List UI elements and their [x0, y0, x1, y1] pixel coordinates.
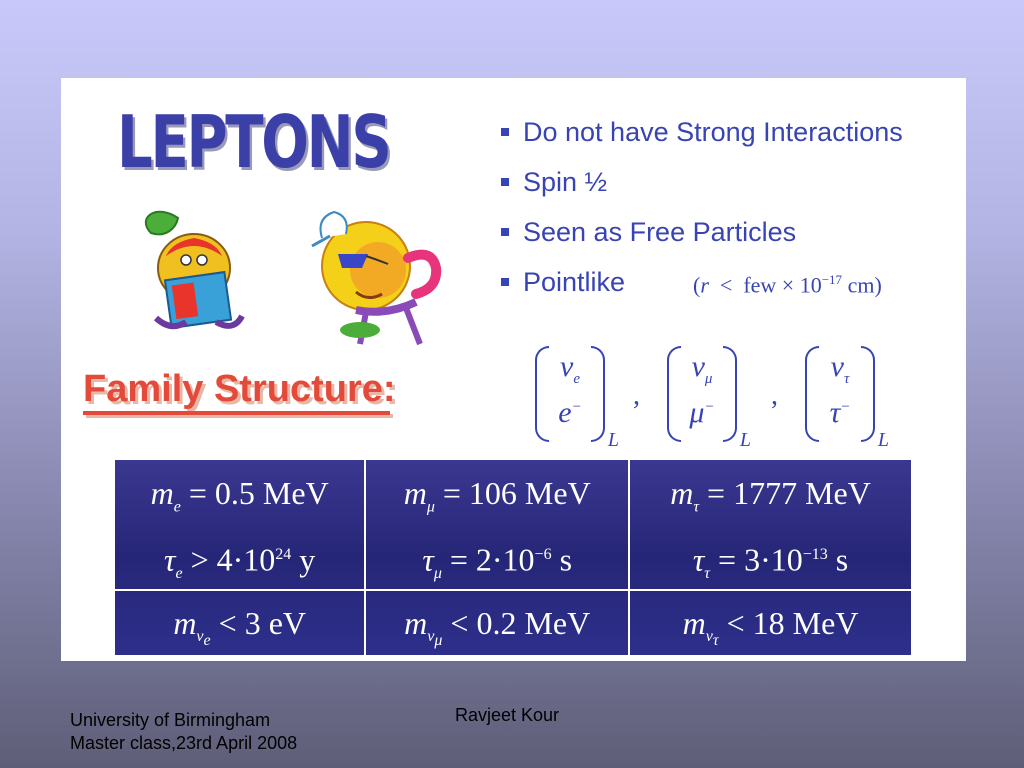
- lepton-properties-table: [113, 458, 913, 657]
- footer-author: Ravjeet Kour: [455, 705, 560, 725]
- list-item: Pointlike: [501, 264, 903, 314]
- table-cell: $m_\tau = 1777$ MeV $\tau_\tau = 3\cdot 10^{-13}$ s: [629, 459, 912, 590]
- table-cell: $m_{\nu_\tau} < 18$ MeV: [629, 590, 912, 656]
- table-cell: $m_\mu = 106$ MeV $\tau_\mu = 2\cdot 10^{-6}$ s: [365, 459, 629, 590]
- table-cell: $m_{\nu_e} < 3$ eV: [114, 590, 365, 656]
- footer-institution: University of Birmingham Master class,23rd April 2008: [70, 710, 298, 753]
- list-item: Seen as Free Particles: [501, 214, 903, 264]
- sun-in-chair-cartoon-icon: [312, 212, 436, 344]
- table-cell: $m_{\nu_\mu} < 0.2$ MeV: [365, 590, 629, 656]
- square-bullet-icon: [501, 228, 509, 236]
- slide-title: LEPTONS: [117, 100, 390, 184]
- square-bullet-icon: [501, 128, 509, 136]
- list-item: Do not have Strong Interactions: [501, 114, 903, 164]
- list-item: Spin ½: [501, 164, 903, 214]
- muon-doublet: $\nu_\mu$ μ− L: [667, 346, 737, 442]
- pointlike-size-note: (r < few × $10^{-17}$ cm): [693, 272, 882, 298]
- table-row: [114, 590, 912, 656]
- electron-doublet: $\nu_e$ e− L: [535, 346, 605, 442]
- family-structure-heading: Family Structure:: [83, 368, 396, 410]
- doublet-separator: ,: [633, 380, 640, 411]
- table-cell: $m_e = 0.5$ MeV $\tau_e > 4\cdot 10^{24}$ y: [114, 459, 365, 590]
- mascots-illustration: [116, 198, 446, 348]
- apple-reading-cartoon-icon: [146, 212, 242, 328]
- square-bullet-icon: [501, 278, 509, 286]
- tau-doublet: $\nu_\tau$ τ− L: [805, 346, 875, 442]
- table-row: [114, 459, 912, 590]
- slide: [61, 78, 966, 661]
- doublet-separator: ,: [771, 380, 778, 411]
- square-bullet-icon: [501, 178, 509, 186]
